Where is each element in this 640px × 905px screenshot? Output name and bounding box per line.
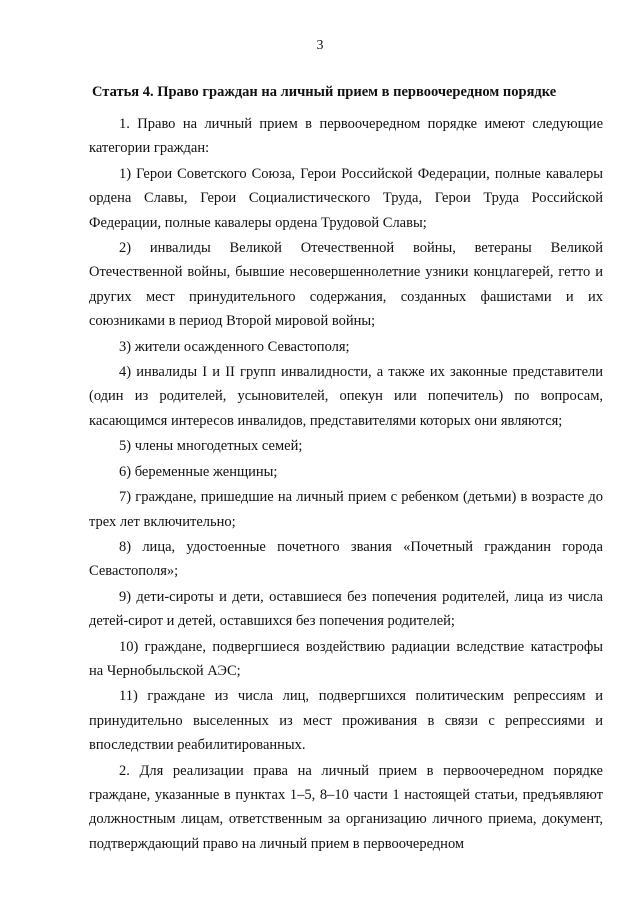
list-item-6: 6) беременные женщины; [119, 463, 278, 480]
paragraph-part-2: 2. Для реализации права на личный прием в первоочередном порядке граждане, указанные в пунктах 1–5, 8–10 части 1 настоящей статьи, предъявляют должностным лицам, ответственным за организацию личного приема, документ, подтверждающий право на личный прием в первоочередном [89, 762, 603, 852]
list-item-9: 9) дети-сироты и дети, оставшиеся без попечения родителей, лица из числа детей-сирот и детей, оставшихся без попечения родителей; [89, 588, 603, 630]
list-item-8: 8) лица, удостоенные почетного звания «Почетный гражданин города Севастополя»; [89, 538, 603, 580]
list-item-3: 3) жители осажденного Севастополя; [119, 338, 350, 355]
list-item-2: 2) инвалиды Великой Отечественной войны, ветераны Великой Отечественной войны, бывшие несовершеннолетние узники концлагерей, гетто и других мест принудительного содержания, созданных фашистами и их союзниками в период Второй мировой войны; [89, 240, 603, 330]
article-body [89, 112, 603, 857]
list-item-10: 10) граждане, подвергшиеся воздействию радиации вследствие катастрофы на Чернобыльской АЭС; [89, 638, 603, 679]
article-heading: Статья 4. Право граждан на личный прием в первоочередном порядке [92, 84, 557, 100]
page-number: 3 [316, 38, 324, 53]
list-item-7: 7) граждане, пришедшие на личный прием с ребенком (детьми) в возрасте до трех лет включительно; [89, 489, 603, 530]
list-item-5: 5) члены многодетных семей; [119, 438, 303, 455]
list-item-11: 11) граждане из числа лиц, подвергшихся политическим репрессиям и принудительно выселенных из мест проживания в связи с репрессиями и впоследствии реабилитированных. [89, 688, 603, 754]
paragraph-part-1: 1. Право на личный прием в первоочередном порядке имеют следующие категории граждан: [89, 116, 603, 157]
list-item-1: 1) Герои Советского Союза, Герои Российской Федерации, полные кавалеры ордена Славы, Герои Социалистического Труда, Герои Труда Российской Федерации, полные кавалеры ордена Трудовой Славы; [89, 165, 603, 231]
list-item-4: 4) инвалиды I и II групп инвалидности, а также их законные представители (один из родителей, усыновителей, опекун или попечитель) по вопросам, касающимся интересов инвалидов, представителями которых они являются; [89, 364, 603, 429]
